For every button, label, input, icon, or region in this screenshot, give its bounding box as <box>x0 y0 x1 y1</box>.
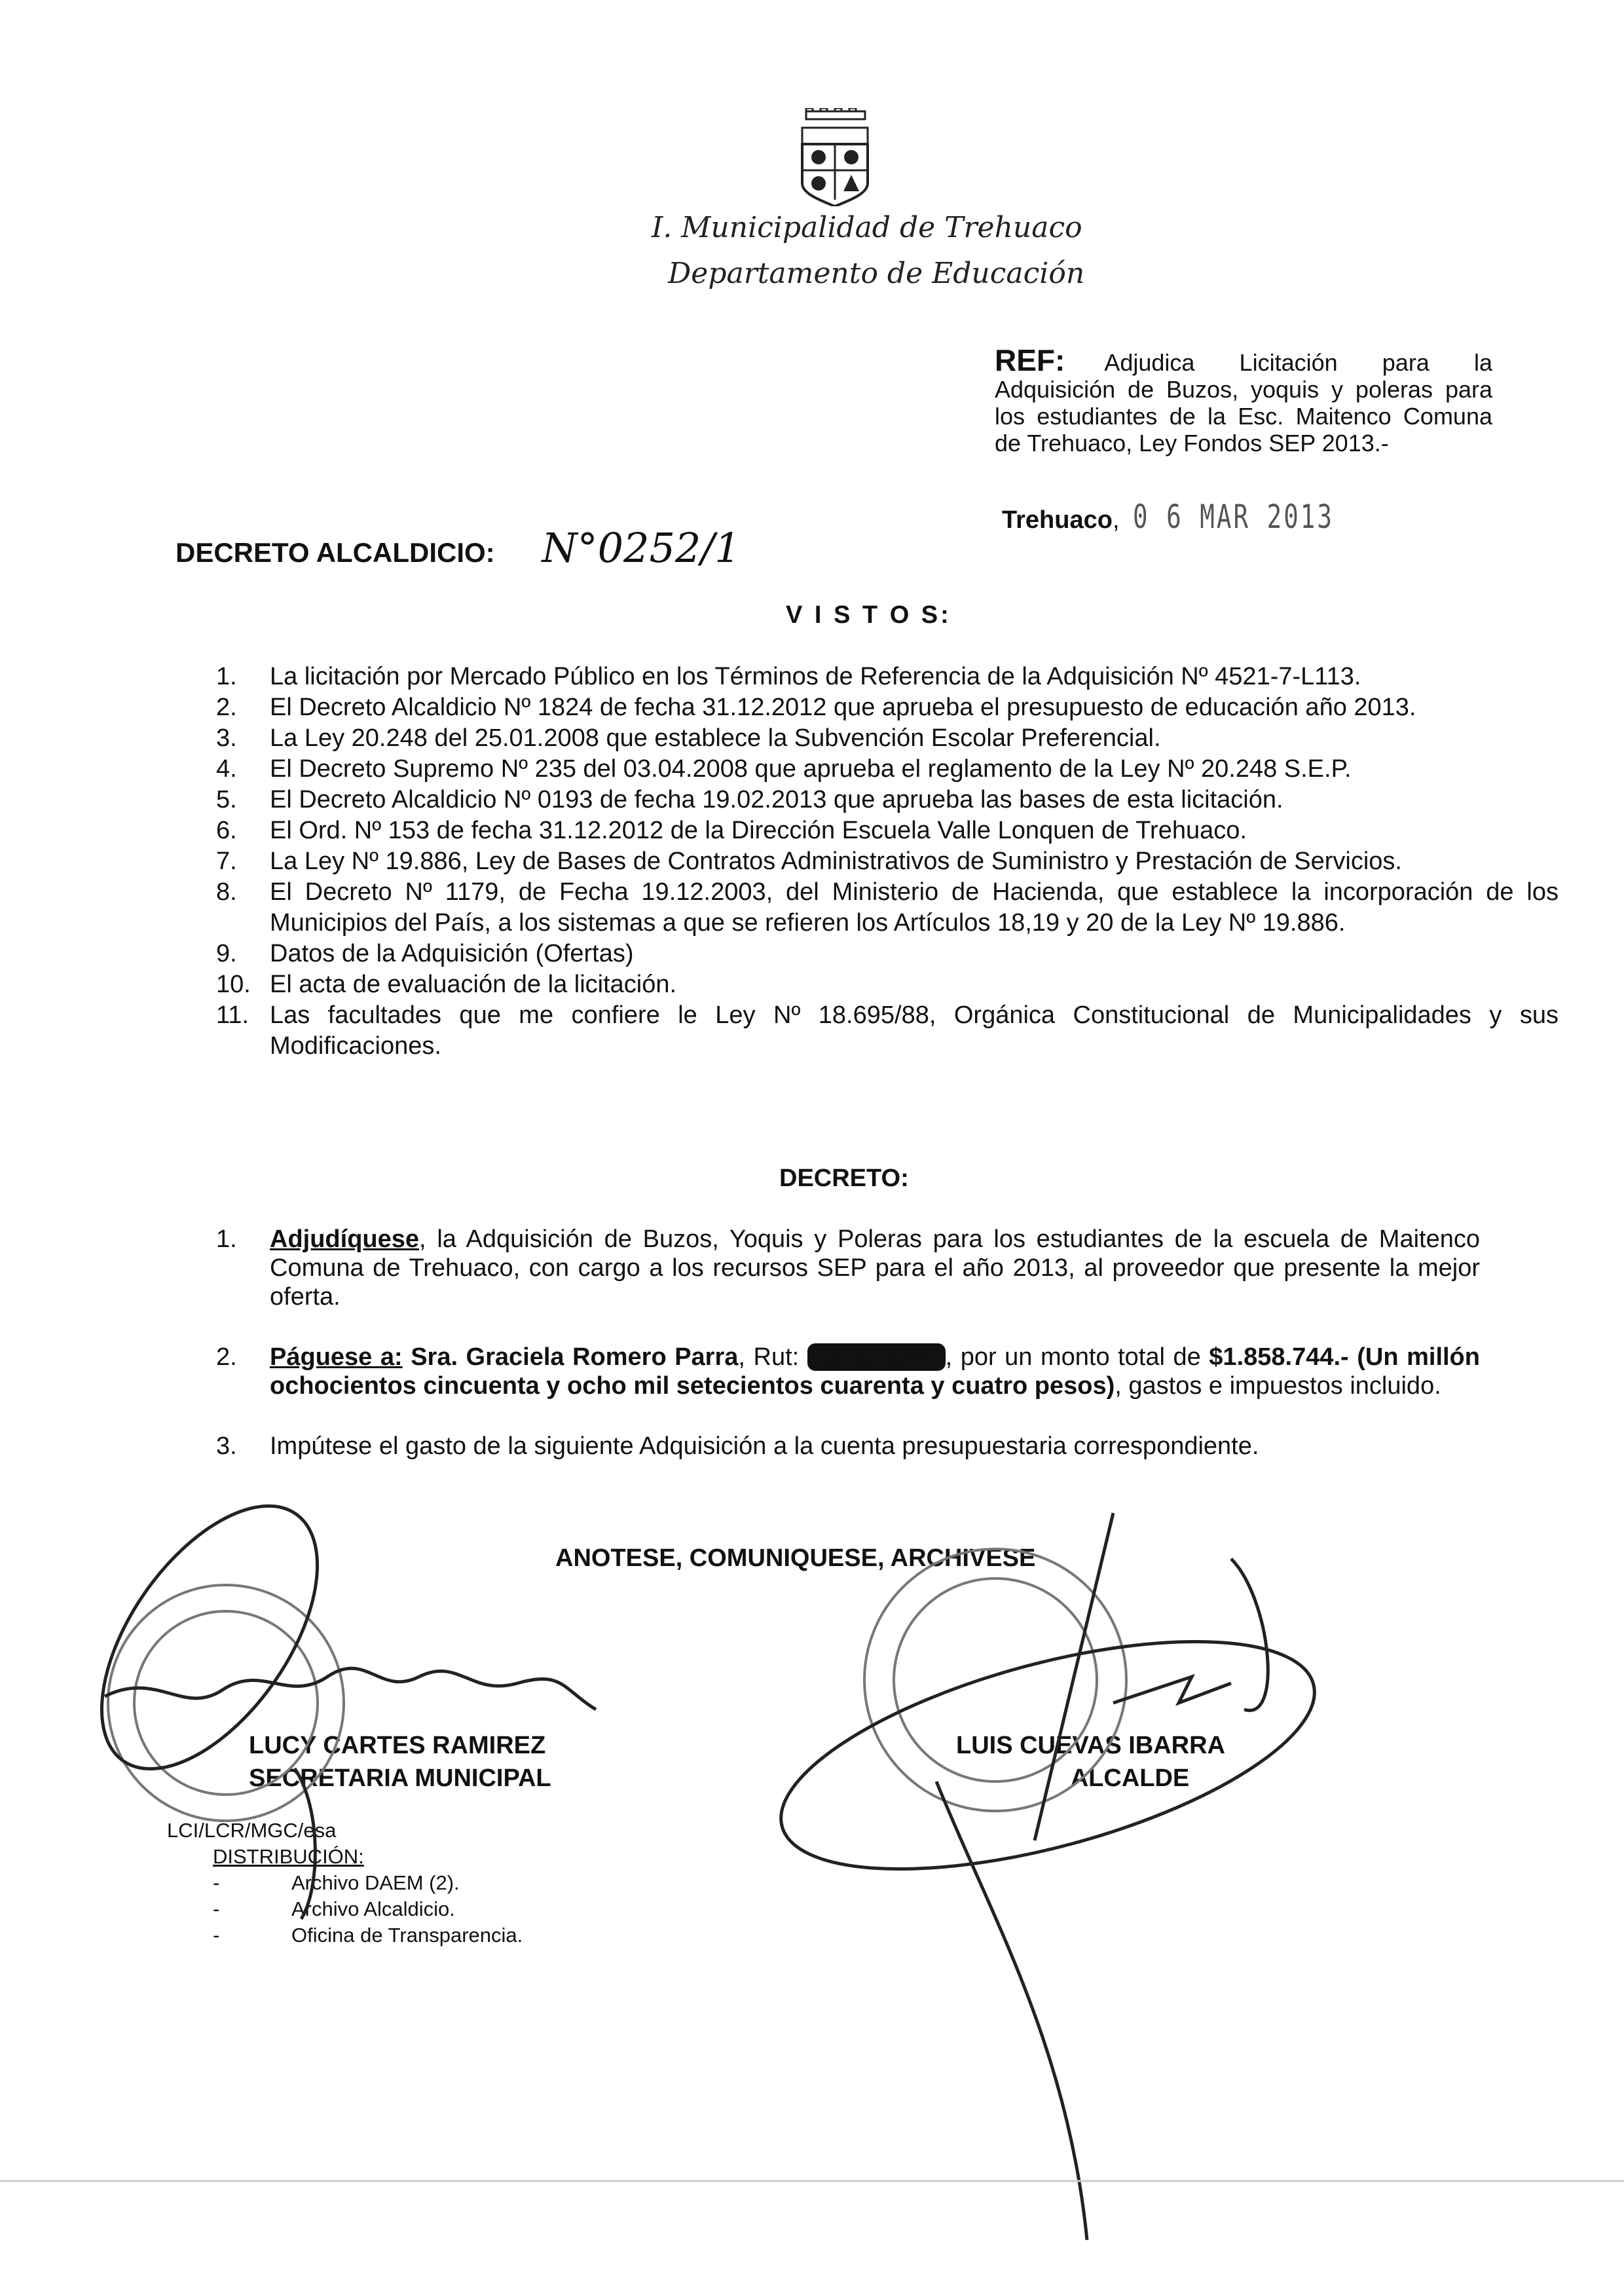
signature-left <box>249 1729 551 1795</box>
item-text: La licitación por Mercado Público en los Términos de Referencia de la Adquisición Nº 4521-7-L113. <box>270 663 1361 690</box>
decree-number: N°0252/1 <box>542 524 741 572</box>
vistos-list <box>216 662 1559 1062</box>
date-line: Trehuaco, 0 6 MAR 2013 <box>1002 498 1334 536</box>
item-text: El Decreto Supremo Nº 235 del 03.04.2008 que aprueba el reglamento de la Ley Nº 20.248 S.E.P. <box>270 755 1352 783</box>
signature-right <box>956 1729 1225 1795</box>
item-number: 9. <box>216 940 237 967</box>
item-text: , la Adquisición de Buzos, Yoquis y Poleras para los estudiantes de la escuela de Maitenco Comuna de Trehuaco, con cargo a los recursos SEP para el año 2013, al proveedor que presente la mejor oferta. <box>270 1225 1480 1311</box>
item-number: 6. <box>216 817 237 844</box>
item-number: 5. <box>216 786 237 813</box>
vistos-heading: V I S T O S: <box>786 601 951 629</box>
item-number: 2. <box>216 1343 237 1371</box>
item-number: 8. <box>216 878 237 906</box>
visto-item <box>216 785 1559 815</box>
rut-redacted: 7.646.304-2 <box>807 1343 946 1371</box>
item-number: 2. <box>216 694 237 721</box>
item-text: El Decreto Alcaldicio Nº 0193 de fecha 19.02.2013 que aprueba las bases de esta licitación. <box>270 786 1283 813</box>
decree-number-line <box>175 524 741 572</box>
item-text: La Ley 20.248 del 25.01.2008 que establece la Subvención Escolar Preferencial. <box>270 724 1161 752</box>
payee-name: Sra. Graciela Romero Parra <box>411 1343 739 1371</box>
ref-text: Adjudica Licitación para la Adquisición de Buzos, yoquis y poleras para los estudiantes de la Esc. Maitenco Comuna de Trehuaco, Ley Fondos SEP 2013.- <box>995 349 1492 457</box>
amount-words: (Un millón ochocientos cincuenta y ocho mil setecientos cuarenta y cuatro pesos) <box>270 1343 1480 1400</box>
decreto-heading: DECRETO: <box>779 1165 909 1192</box>
distribution-item: - Archivo Alcaldicio. <box>213 1897 455 1920</box>
reference-block <box>995 343 1492 457</box>
ref-label: REF: <box>995 343 1065 377</box>
decreto-item <box>216 1225 1480 1311</box>
visto-item <box>216 662 1559 692</box>
visto-item <box>216 815 1559 846</box>
municipality-name: I. Municipalidad de Trehuaco <box>652 211 1082 244</box>
date-stamp: 0 6 MAR 2013 <box>1132 498 1334 536</box>
decreto-item <box>216 1343 1480 1400</box>
signer-title: ALCALDE <box>1070 1764 1190 1792</box>
decree-label: DECRETO ALCALDICIO: <box>175 537 495 568</box>
amount: $1.858.744.- <box>1209 1343 1349 1371</box>
distribution-heading: DISTRIBUCIÓN: <box>213 1845 364 1868</box>
distribution-text: Oficina de Transparencia. <box>291 1924 523 1947</box>
visto-item <box>216 877 1559 939</box>
visto-item <box>216 969 1559 1000</box>
item-text: La Ley Nº 19.886, Ley de Bases de Contratos Administrativos de Suministro y Prestación de Servicios. <box>270 848 1402 875</box>
distribution-text: Archivo Alcaldicio. <box>291 1897 455 1920</box>
item-number: 7. <box>216 848 237 875</box>
item-text: Datos de la Adquisición (Ofertas) <box>270 940 634 967</box>
item-text: El Decreto Alcaldicio Nº 1824 de fecha 31.12.2012 que aprueba el presupuesto de educación año 2013. <box>270 694 1416 721</box>
item-text: El Ord. Nº 153 de fecha 31.12.2012 de la Dirección Escuela Valle Lonquen de Trehuaco. <box>270 817 1247 844</box>
item-lead: Adjudíquese <box>270 1225 420 1253</box>
item-number: 1. <box>216 1225 237 1253</box>
signer-name: LUIS CUEVAS IBARRA <box>956 1732 1225 1759</box>
signer-name: LUCY CARTES RAMIREZ <box>249 1732 546 1759</box>
distribution-item: - Archivo DAEM (2). <box>213 1871 460 1894</box>
item-number: 1. <box>216 663 237 690</box>
handwritten-signature-right <box>758 1513 1337 2240</box>
date-place: Trehuaco <box>1002 506 1113 534</box>
distribution-item: - Oficina de Transparencia. <box>213 1924 523 1947</box>
visto-item <box>216 1000 1559 1062</box>
item-number: 10. <box>216 971 251 998</box>
item-text: El acta de evaluación de la licitación. <box>270 971 677 998</box>
municipal-crest-logo <box>794 108 876 206</box>
signer-title: SECRETARIA MUNICIPAL <box>249 1764 551 1792</box>
item-tail: , gastos e impuestos incluido. <box>1115 1372 1441 1400</box>
visto-item <box>216 692 1559 723</box>
item-text: Las facultades que me confiere le Ley Nº 18.695/88, Orgánica Constitucional de Municipalidades y sus Modificaciones. <box>270 1001 1559 1060</box>
footer-block <box>167 1818 523 1949</box>
item-number: 3. <box>216 1432 237 1460</box>
item-number: 4. <box>216 755 237 783</box>
closing-line: ANOTESE, COMUNIQUESE, ARCHIVESE <box>555 1544 1036 1572</box>
visto-item <box>216 939 1559 969</box>
item-text: Impútese el gasto de la siguiente Adquisición a la cuenta presupuestaria correspondiente. <box>270 1432 1259 1460</box>
decreto-item <box>216 1432 1480 1461</box>
visto-item <box>216 846 1559 877</box>
amount-label: , por un monto total de <box>945 1343 1209 1371</box>
department-name: Departamento de Educación <box>668 257 1085 290</box>
item-number: 3. <box>216 724 237 752</box>
item-lead: Páguese a: <box>270 1343 403 1371</box>
visto-item <box>216 723 1559 754</box>
initials: LCI/LCR/MGC/esa <box>167 1819 337 1842</box>
visto-item <box>216 754 1559 785</box>
item-number: 11. <box>216 1001 249 1029</box>
distribution-text: Archivo DAEM (2). <box>291 1871 460 1894</box>
decreto-list <box>216 1225 1480 1492</box>
item-text: El Decreto Nº 1179, de Fecha 19.12.2003, del Ministerio de Hacienda, que establece la incorporación de los Municipios del País, a los sistemas a que se refieren los Artículos 18,19 y 20 de la Ley Nº 19.886. <box>270 878 1559 937</box>
rut-label: , Rut: <box>738 1343 807 1371</box>
